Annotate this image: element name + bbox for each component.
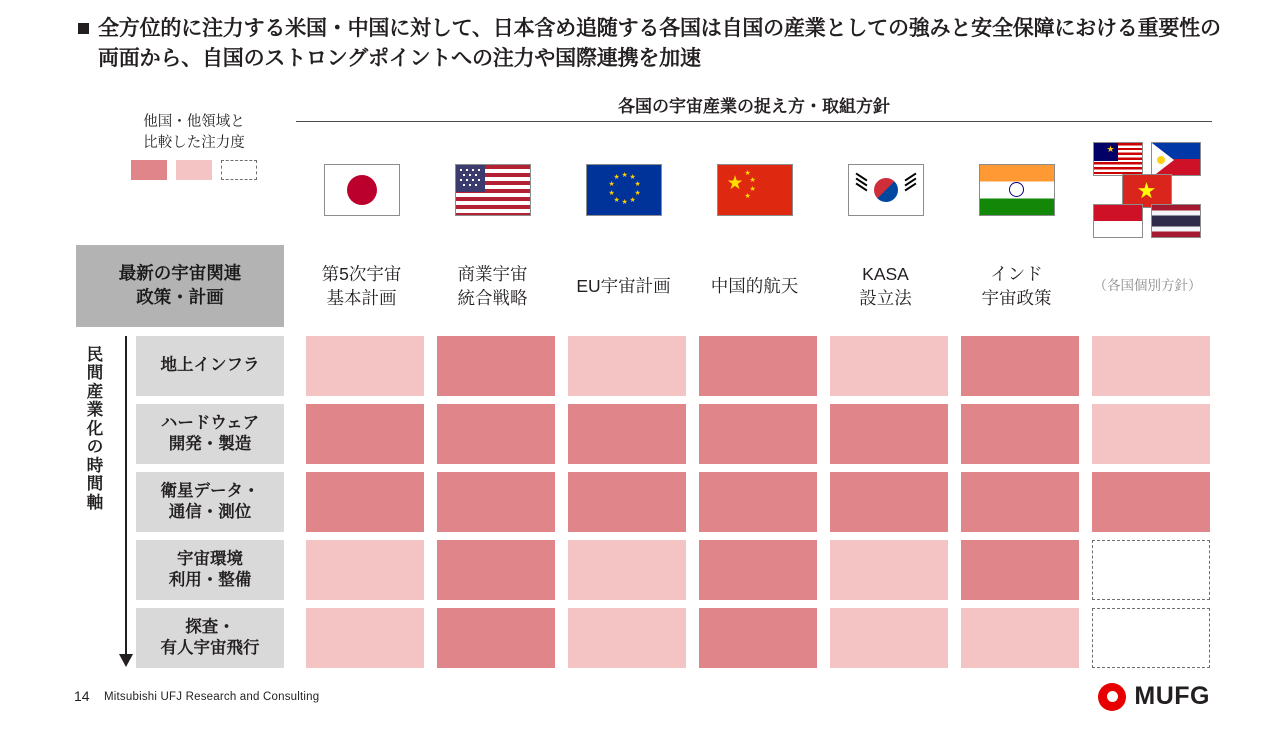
policy-text-line1: 第5次宇宙 [321, 263, 402, 284]
table-row [136, 336, 1212, 396]
matrix-cell [1092, 336, 1210, 396]
policy-text-line1: （各国個別方針） [1093, 277, 1202, 293]
matrix-cell [961, 336, 1079, 396]
policy-text-line1: EU宇宙計画 [576, 275, 671, 296]
flag-cell-china [689, 137, 820, 242]
title-text: 全方位的に注力する米国・中国に対して、日本含め追随する各国は自国の産業としての強みと安全保障における重要性の両面から、自国のストロングポイントへの注力や国際連携を加速 [98, 17, 1221, 70]
policy-row-label-line1: 最新の宇宙関連 [118, 263, 242, 284]
matrix-cell [568, 540, 686, 600]
thailand-flag [1151, 204, 1201, 238]
table-row [136, 404, 1212, 464]
policy-cell-eu [558, 245, 689, 327]
matrix-cell [437, 540, 555, 600]
row-label [136, 608, 284, 668]
flag-cell-asean [1082, 137, 1213, 242]
row-label-line2: 通信・測位 [168, 503, 252, 521]
matrix-cell [961, 404, 1079, 464]
mufg-mark-icon [1098, 683, 1126, 711]
matrix-cell [1092, 404, 1210, 464]
indonesia-flag [1093, 204, 1143, 238]
axis-label: 民 間 産 業 化 の 時 間 軸 [86, 346, 104, 512]
policy-row [76, 245, 1212, 327]
row-label-line2: 有人宇宙飛行 [160, 639, 260, 657]
policy-cell-china [689, 245, 820, 327]
matrix-cell [830, 472, 948, 532]
policy-text-line1: KASA [862, 263, 909, 284]
korea-flag [848, 164, 924, 216]
policy-row-label-line2: 政策・計画 [136, 287, 224, 307]
matrix-cell [699, 404, 817, 464]
flag-cell-eu [558, 137, 689, 242]
matrix-cell [306, 540, 424, 600]
matrix-cell [437, 472, 555, 532]
row-label-line1: ハードウェア [160, 413, 260, 432]
bullet-icon [78, 23, 89, 34]
matrix-cell [961, 472, 1079, 532]
matrix-cell [961, 608, 1079, 668]
matrix-cell [437, 336, 555, 396]
header-divider [296, 121, 1212, 122]
flags-row [296, 137, 1212, 242]
matrix-cell [306, 472, 424, 532]
malaysia-flag [1093, 142, 1143, 176]
india-flag [979, 164, 1055, 216]
columns-header: 各国の宇宙産業の捉え方・取組方針 [618, 97, 890, 116]
matrix-cell [306, 404, 424, 464]
china-big-star: ★ [726, 172, 744, 194]
axis-arrow-line [125, 336, 127, 656]
matrix-cell [568, 608, 686, 668]
matrix-cell [1092, 608, 1210, 668]
usa-flag [455, 164, 531, 216]
flag-cell-japan [296, 137, 427, 242]
row-label-line1: 衛星データ・ [160, 481, 260, 500]
korea-taeguk [874, 178, 898, 202]
row-label [136, 404, 284, 464]
policy-text-line1: 商業宇宙 [457, 263, 528, 284]
matrix-cell [830, 336, 948, 396]
row-label [136, 472, 284, 532]
row-label-line2: 開発・製造 [168, 435, 252, 453]
table-row [136, 472, 1212, 532]
matrix-cell [437, 608, 555, 668]
eu-stars: ★ ★ ★ ★ ★ ★ ★ ★ ★ ★ [608, 171, 641, 206]
matrix-cell [699, 336, 817, 396]
matrix-cell [830, 404, 948, 464]
policy-text-line2: 設立法 [859, 288, 912, 308]
matrix-cell [699, 472, 817, 532]
policy-text-line1: インド [990, 263, 1043, 284]
flag-cell-india [951, 137, 1082, 242]
table-row [136, 540, 1212, 600]
matrix-cell [568, 472, 686, 532]
policy-row-label [76, 245, 284, 327]
policy-cell-japan [296, 245, 427, 327]
focus-matrix [136, 336, 1212, 676]
mufg-logo [1098, 682, 1210, 711]
china-flag: ★ ★ ★ ★ ★ [717, 164, 793, 216]
legend-line1: 他国・他領域と [143, 114, 245, 130]
mufg-logo-text: MUFG [1134, 682, 1210, 710]
policy-cell-asean [1082, 245, 1213, 327]
matrix-cell [830, 540, 948, 600]
policy-cell-india [951, 245, 1082, 327]
matrix-cell [699, 540, 817, 600]
matrix-cell [1092, 540, 1210, 600]
legend-swatch-weak [176, 160, 212, 180]
matrix-cell [961, 540, 1079, 600]
asean-flags [1089, 142, 1207, 238]
row-label [136, 336, 284, 396]
legend-swatch-strong [131, 160, 167, 180]
matrix-cell [568, 336, 686, 396]
matrix-cell [699, 608, 817, 668]
page-title [78, 14, 1228, 74]
row-label-line2: 利用・整備 [168, 571, 252, 589]
flag-cell-korea [820, 137, 951, 242]
flag-cell-usa [427, 137, 558, 242]
matrix-cell [306, 608, 424, 668]
row-label-line1: 地上インフラ [160, 356, 260, 375]
matrix-cell [830, 608, 948, 668]
page-number: 14 [74, 688, 90, 704]
matrix-cell [1092, 472, 1210, 532]
policy-text-line1: 中国的航天 [710, 275, 799, 296]
japan-flag [324, 164, 400, 216]
policy-cell-korea [820, 245, 951, 327]
policy-text-line2: 基本計画 [326, 288, 397, 308]
time-axis [76, 336, 136, 679]
footer-company: Mitsubishi UFJ Research and Consulting [104, 691, 320, 703]
legend-swatch-none [221, 160, 257, 180]
vietnam-flag [1122, 174, 1172, 208]
eu-flag [586, 164, 662, 216]
row-label-line1: 宇宙環境 [177, 549, 243, 568]
matrix-cell [306, 336, 424, 396]
legend-swatches [104, 160, 284, 180]
policy-text-line2: 統合戦略 [457, 288, 528, 308]
row-label [136, 540, 284, 600]
axis-arrow-icon [119, 654, 133, 667]
row-label-line1: 探査・ [185, 617, 235, 636]
table-row [136, 608, 1212, 668]
philippines-flag [1151, 142, 1201, 176]
legend [104, 112, 284, 180]
policy-cell-usa [427, 245, 558, 327]
matrix-cell [437, 404, 555, 464]
policy-text-line2: 宇宙政策 [981, 288, 1052, 308]
matrix-cell [568, 404, 686, 464]
legend-line2: 比較した注力度 [143, 135, 245, 152]
